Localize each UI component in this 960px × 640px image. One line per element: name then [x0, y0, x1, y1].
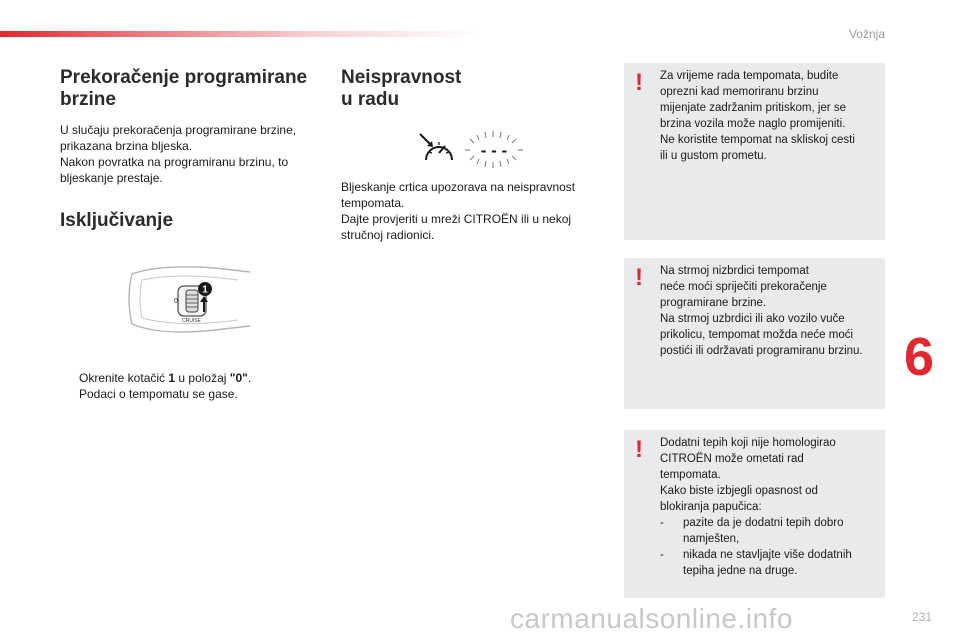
warning-icon: ! [635, 69, 643, 96]
warning-line: neće moći spriječiti prekoračenje [660, 281, 827, 293]
section-title: Vožnja [848, 27, 885, 41]
overspeed-line: U slučaju prekoračenja programirane brzine, [60, 123, 297, 137]
warning-line: programirane brzine. [660, 297, 767, 309]
malfunction-line: Dajte provjeriti u mreži CITROËN ili u nekoj [341, 212, 572, 226]
stalk-cruise-label: CRUISE [182, 318, 201, 324]
malfunction-line: Bljeskanje crtica upozorava na neispravnost [341, 180, 576, 194]
watermark: carmanualsonline.info [510, 603, 793, 634]
warning-box-slope [624, 258, 885, 409]
cruise-malfunction-indicator-icon [415, 126, 530, 170]
stalk-position-label: 0 [174, 298, 178, 305]
cruise-control-stalk-illustration [120, 258, 260, 340]
switch-off-heading: Isključivanje [60, 210, 174, 231]
overspeed-heading-line2: brzine [60, 89, 116, 110]
instruction-line-2: Podaci o tempomatu se gase. [79, 387, 238, 401]
warning-line: Kako biste izbjegli opasnost od [660, 485, 818, 497]
warning-line: tempomata. [660, 469, 721, 481]
overspeed-line: bljeskanje prestaje. [60, 171, 163, 185]
overspeed-heading-line1: Prekoračenje programirane [60, 67, 308, 88]
malfunction-line: tempomata. [341, 196, 405, 210]
display-dashes: - - - [480, 141, 508, 160]
warning-line: mijenjate zadržanim pritiskom, jer se [660, 102, 846, 114]
header-accent-bar [0, 31, 480, 37]
warning-line: tepiha jedne na druge. [683, 565, 798, 577]
warning-line: Ne koristite tempomat na skliskoj cesti [660, 134, 855, 146]
overspeed-heading [60, 67, 307, 111]
warning-icon: ! [635, 264, 643, 291]
overspeed-line: Nakon povratka na programiranu brzinu, to [60, 155, 289, 169]
warning-line: Za vrijeme rada tempomata, budite [660, 70, 839, 82]
page-number: 231 [911, 610, 932, 624]
warning-line: CITROËN može ometati rad [660, 453, 804, 465]
malfunction-heading-line1: Neispravnost [341, 67, 462, 88]
chapter-number: 6 [904, 327, 935, 387]
instruction-line-1: Okrenite kotačić 1 u položaj "0". [79, 371, 252, 385]
stalk-callout-number: 1 [202, 284, 208, 296]
malfunction-heading-line2: u radu [341, 89, 400, 110]
warning-text [660, 68, 877, 164]
list-dash: - [660, 549, 664, 561]
warning-list-item [660, 547, 877, 579]
warning-line: oprezni kad memoriranu brzinu [660, 86, 819, 98]
warning-box-speed-change [624, 63, 885, 240]
malfunction-heading [341, 67, 461, 111]
warning-line: Na strmoj uzbrdici ili ako vozilo vuče [660, 313, 845, 325]
warning-line: brzina vozila može naglo promijeniti. [660, 118, 846, 130]
list-dash: - [660, 517, 664, 529]
malfunction-line: stručnoj radionici. [341, 228, 435, 242]
warning-line: pazite da je dodatni tepih dobro [683, 517, 844, 529]
warning-line: Dodatni tepih koji nije homologirao [660, 437, 836, 449]
warning-line: namješten, [683, 533, 740, 545]
warning-list-item [660, 515, 877, 547]
warning-line: Na strmoj nizbrdici tempomat [660, 265, 809, 277]
warning-line: postići ili održavati programiranu brzinu. [660, 345, 863, 357]
warning-line: prikolicu, tempomat možda neće moći [660, 329, 854, 341]
malfunction-text [341, 179, 575, 243]
warning-line: blokiranja papučica: [660, 501, 762, 513]
warning-icon: ! [635, 436, 643, 463]
warning-text [660, 435, 877, 579]
warning-text [660, 263, 877, 359]
warning-box-floor-mat [624, 430, 885, 598]
overspeed-line: prikazana brzina bljeska. [60, 139, 193, 153]
warning-line: ili u gustom prometu. [660, 150, 767, 162]
warning-line: nikada ne stavljajte više dodatnih [683, 549, 852, 561]
overspeed-text [60, 122, 296, 186]
